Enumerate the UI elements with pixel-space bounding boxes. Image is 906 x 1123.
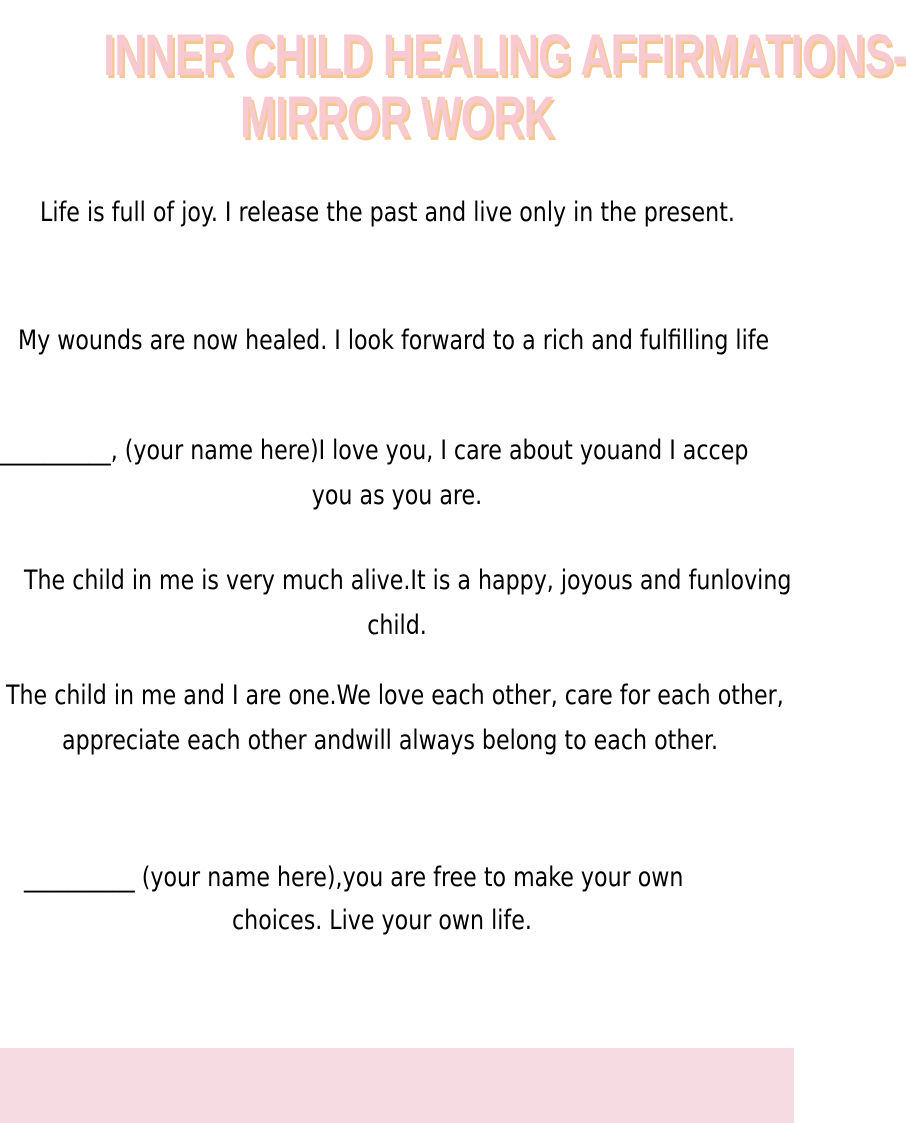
affirmation-1: Life is full of joy. I release the past and live only in the present. bbox=[40, 197, 735, 228]
affirmation-6-line-2: choices. Live your own life. bbox=[232, 905, 532, 936]
footer-band bbox=[0, 1048, 794, 1123]
affirmation-4-line-1: The child in me is very much alive.It is a happy, joyous and funloving bbox=[24, 565, 792, 596]
affirmation-5-line-2: appreciate each other andwill always belong to each other. bbox=[62, 725, 719, 756]
affirmation-5-line-1: The child in me and I are one.We love each other, care for each other, bbox=[6, 680, 784, 711]
affirmation-4-line-2: child. bbox=[367, 610, 427, 641]
page-title-line-2: MIRROR WORK bbox=[240, 85, 554, 150]
affirmation-6-line-1: __________ (your name here),you are free to make your own bbox=[24, 862, 684, 893]
affirmation-2: My wounds are now healed. I look forward to a rich and fulfilling life bbox=[18, 325, 770, 356]
page-title-line-1: INNER CHILD HEALING AFFIRMATIONS- bbox=[103, 23, 906, 88]
affirmation-3-line-1: __________, (your name here)I love you, I care about youand I accep bbox=[0, 435, 749, 466]
affirmation-3-line-2: you as you are. bbox=[311, 480, 483, 511]
